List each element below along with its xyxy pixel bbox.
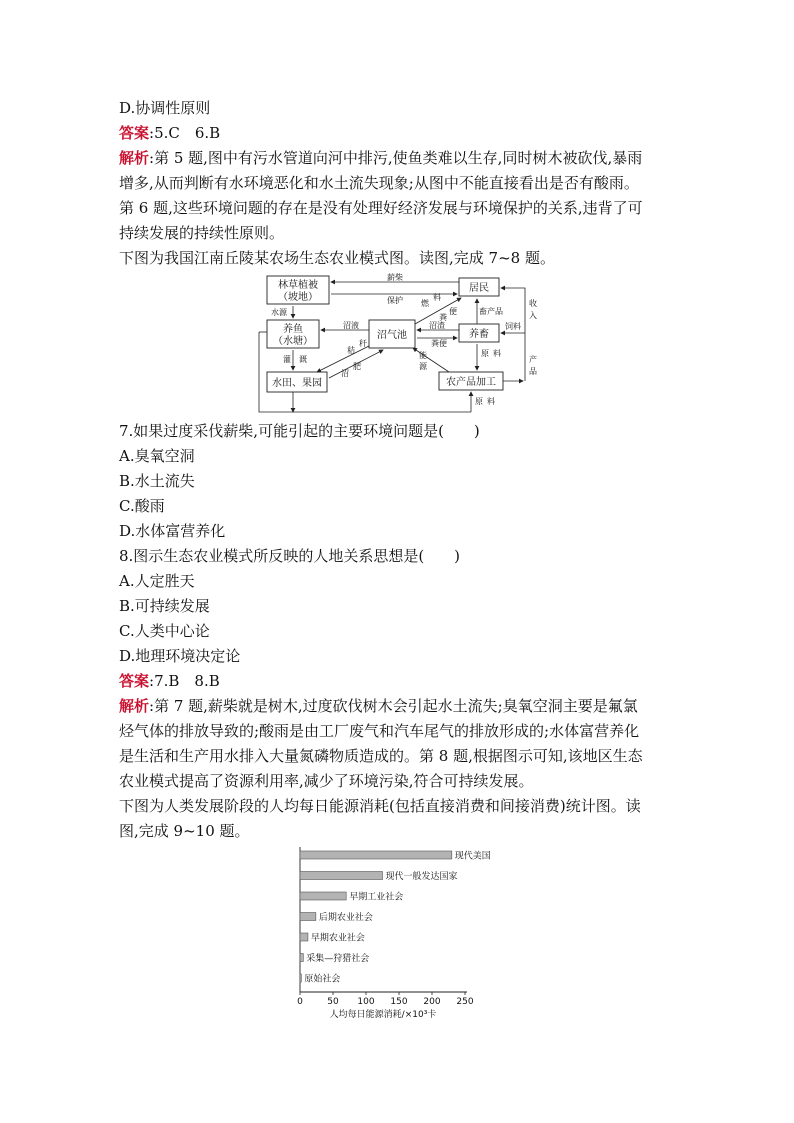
question-7-option-b: B.水土流失 [119, 472, 195, 490]
chart-bar [300, 974, 301, 982]
chart-x-tick-label: 150 [390, 997, 408, 1007]
node-forest-sub-label: （坡地） [278, 292, 318, 303]
node-biogas-label: 沼气池 [377, 330, 407, 341]
chart-bar [300, 954, 303, 962]
analysis-text: 烃气体的排放导致的;酸雨是由工厂废气和汽车尾气的排放形成的;水体富营养化 [119, 722, 640, 740]
chart-x-axis-label: 人均每日能源消耗/×10³卡 [329, 1010, 437, 1020]
answer-label: 答案 [119, 672, 150, 690]
answer-value: :7.B 8.B [149, 672, 220, 690]
intro-questions-7-8: 下图为我国江南丘陵某农场生态农业模式图。读图,完成 7~8 题。 [119, 249, 555, 267]
chart-category-label: 早期工业社会 [349, 892, 404, 903]
question-7-option-c: C.酸雨 [119, 497, 165, 515]
flow-label-energy: 能 [419, 351, 427, 360]
question-8-option-b: B.可持续发展 [119, 597, 210, 615]
chart-category-label: 采集—狩猎社会 [306, 954, 370, 964]
flow-label-biogas-residue: 沼渣 [429, 321, 445, 330]
chart-category-label: 原始社会 [304, 974, 341, 985]
analysis-text: :第 7 题,薪柴就是树木,过度砍伐树木会引起水土流失;臭氧空洞主要是氟氯 [149, 697, 638, 715]
flow-label-excrement: 粪便 [431, 339, 447, 348]
flow-label-raw-material: 料 [493, 349, 501, 358]
flow-label-protect: 保护 [387, 296, 403, 305]
analysis-text: 持续发展的持续性原则。 [119, 224, 285, 242]
analysis-text: 是生活和生产用水排入大量氮磷物质造成的。第 8 题,根据图示可知,该地区生态 [119, 747, 643, 765]
chart-x-tick-label: 200 [423, 997, 441, 1007]
chart-x-tick-label: 50 [327, 997, 339, 1007]
flow-label-product: 品 [529, 367, 537, 376]
question-7-option-a: A.臭氧空洞 [119, 447, 195, 465]
flow-label-fuel: 料 [433, 293, 441, 302]
answer-block-2 [119, 669, 679, 694]
chart-bar [300, 913, 316, 921]
flow-label-biogas-fertilizer: 沼 [341, 369, 349, 378]
answer-block-1 [119, 121, 679, 146]
flow-label-product: 产 [529, 355, 537, 364]
flow-label-biogas-fertilizer: 肥 [353, 362, 361, 371]
chart-bar [300, 872, 383, 880]
node-forest-label: 林草植被 [278, 280, 318, 291]
node-livestock-label: 养畜 [469, 329, 489, 340]
chart-category-label: 现代美国 [454, 851, 491, 862]
node-processing-label: 农产品加工 [446, 377, 496, 388]
flow-label-firewood: 薪柴 [387, 273, 403, 282]
flow-label-manure: 便 [449, 307, 457, 316]
flow-label-livestock-products: 畜产品 [479, 307, 503, 316]
analysis-text: 增多,从而判断有水环境恶化和水土流失现象;从图中不能直接看出是否有酸雨。 [119, 174, 639, 192]
flow-label-water-source: 水源 [271, 308, 287, 317]
chart-category-label: 后期农业社会 [318, 913, 373, 923]
question-8-option-c: C.人类中心论 [119, 622, 210, 640]
question-7: 7.如果过度采伐薪柴,可能引起的主要环境问题是( ) [119, 422, 480, 440]
analysis-text: 第 6 题,这些环境问题的存在是没有处理好经济发展与环境保护的关系,违背了可 [119, 199, 643, 217]
flow-label-irrigate: 灌 [283, 355, 291, 364]
analysis-label: 解析 [119, 149, 150, 167]
eco-agriculture-diagram [255, 272, 555, 418]
energy-consumption-chart [285, 845, 525, 1025]
chart-bar [300, 892, 346, 900]
chart-bar [300, 851, 452, 859]
answer-label: 答案 [119, 124, 150, 142]
question-8-option-a: A.人定胜天 [119, 572, 195, 590]
flow-label-income: 入 [529, 311, 537, 320]
node-fish-label: 养鱼 [283, 324, 303, 335]
flow-label-irrigate: 溉 [299, 355, 307, 364]
flow-label-energy: 源 [419, 362, 427, 371]
flow-label-raw-material-bottom: 料 [487, 397, 495, 406]
flow-label-straw: 秸 [347, 346, 355, 355]
node-fields-label: 水田、果园 [272, 378, 322, 389]
question-8-option-d: D.地理环境决定论 [119, 647, 241, 665]
analysis-block-1 [119, 146, 679, 246]
flow-label-biogas-liquid: 沼液 [343, 321, 359, 330]
flow-label-fuel: 燃 [421, 299, 429, 308]
question-7-option-d: D.水体富营养化 [119, 522, 226, 540]
chart-bar [300, 933, 308, 941]
node-fish-sub-label: （水塘） [273, 336, 313, 347]
answer-value: :5.C 6.B [149, 124, 221, 142]
intro-text: 图,完成 9~10 题。 [119, 822, 250, 840]
flow-label-manure: 粪 [439, 313, 447, 322]
intro-text: 下图为人类发展阶段的人均每日能源消耗(包括直接消费和间接消费)统计图。读 [119, 797, 641, 815]
node-residents-label: 居民 [469, 283, 489, 294]
flow-label-raw-material: 原 [481, 349, 489, 358]
analysis-text: :第 5 题,图中有污水管道向河中排污,使鱼类难以生存,同时树木被砍伐,暴雨 [149, 149, 643, 167]
question-8: 8.图示生态农业模式所反映的人地关系思想是( ) [119, 547, 461, 565]
flow-label-straw: 秆 [359, 339, 367, 348]
flow-label-feed: 饲料 [505, 322, 521, 331]
option-d-coordination: D.协调性原则 [119, 99, 211, 117]
chart-category-label: 现代一般发达国家 [385, 872, 458, 882]
chart-x-tick-label: 250 [456, 997, 474, 1007]
intro-questions-9-10 [119, 794, 679, 844]
analysis-text: 农业模式提高了资源利用率,减少了环境污染,符合可持续发展。 [119, 772, 534, 790]
analysis-block-2 [119, 694, 679, 794]
chart-x-tick-label: 100 [357, 997, 375, 1007]
flow-label-raw-material-bottom: 原 [475, 397, 483, 406]
flow-label-income: 收 [529, 299, 537, 308]
chart-category-label: 早期农业社会 [310, 933, 365, 944]
chart-x-tick-label: 0 [297, 997, 303, 1007]
analysis-label: 解析 [119, 697, 150, 715]
